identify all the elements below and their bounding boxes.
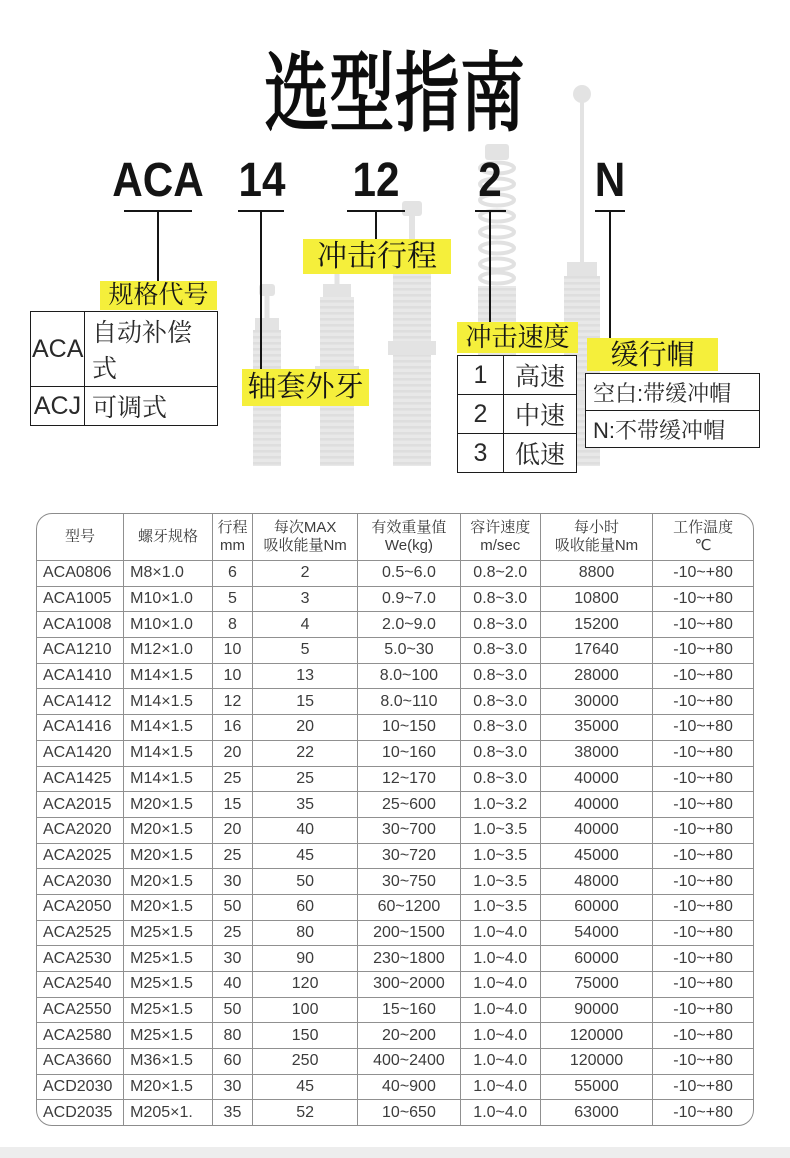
column-header-hourly-energy: 每小时 吸收能量Nm — [540, 514, 652, 561]
table-cell: 50 — [253, 869, 358, 895]
table-row — [37, 612, 753, 638]
table-cell: ACA1420 — [37, 740, 124, 766]
table-cell: 50 — [212, 997, 252, 1023]
table-cell: 10~150 — [358, 715, 460, 741]
label-impact-stroke: 冲击行程 — [303, 239, 451, 274]
connector-line — [375, 212, 377, 239]
table-cell: 0.8~3.0 — [460, 586, 540, 612]
table-cell: 63000 — [540, 1100, 652, 1125]
spec-code-legend-table — [30, 311, 218, 426]
table-row — [37, 663, 753, 689]
table-cell: 1.0~3.5 — [460, 869, 540, 895]
table-cell: 1.0~4.0 — [460, 1023, 540, 1049]
table-cell: ACA2540 — [37, 972, 124, 998]
table-cell: 0.8~3.0 — [460, 740, 540, 766]
table-cell: ACA2020 — [37, 817, 124, 843]
column-header-model: 型号 — [37, 514, 124, 561]
table-row — [37, 689, 753, 715]
table-row — [37, 715, 753, 741]
table-cell: M25×1.5 — [124, 946, 213, 972]
table-cell: M20×1.5 — [124, 792, 213, 818]
table-cell: M12×1.0 — [124, 638, 213, 664]
table-cell: 28000 — [540, 663, 652, 689]
table-cell: 16 — [212, 715, 252, 741]
table-cell: 30 — [212, 946, 252, 972]
table-row — [37, 1023, 753, 1049]
table-cell: 高速 — [504, 356, 577, 395]
table-cell: 40 — [253, 817, 358, 843]
table-cell: ACA3660 — [37, 1049, 124, 1075]
table-cell: 45 — [253, 843, 358, 869]
table-cell: 1.0~3.5 — [460, 817, 540, 843]
table-header-row — [37, 514, 753, 561]
code-segment-cap: N — [594, 154, 626, 207]
table-cell: 75000 — [540, 972, 652, 998]
label-sleeve-thread: 轴套外牙 — [242, 369, 369, 406]
table-cell: -10~+80 — [653, 1023, 753, 1049]
code-segment-speed: 2 — [478, 154, 502, 207]
table-cell: 1.0~4.0 — [460, 1049, 540, 1075]
table-cell: 4 — [253, 612, 358, 638]
table-cell: M14×1.5 — [124, 663, 213, 689]
table-cell: 8 — [212, 612, 252, 638]
table-cell: M25×1.5 — [124, 920, 213, 946]
table-cell: M20×1.5 — [124, 894, 213, 920]
table-cell: 22 — [253, 740, 358, 766]
table-cell: 0.8~3.0 — [460, 715, 540, 741]
spec-table-body — [37, 561, 753, 1126]
table-cell: 5 — [212, 586, 252, 612]
table-cell: -10~+80 — [653, 689, 753, 715]
table-cell: 45000 — [540, 843, 652, 869]
table-cell: 1.0~4.0 — [460, 972, 540, 998]
table-cell: ACA2050 — [37, 894, 124, 920]
table-cell: N:不带缓冲帽 — [586, 411, 760, 448]
table-cell: 10~160 — [358, 740, 460, 766]
table-row — [37, 740, 753, 766]
table-cell: 15 — [253, 689, 358, 715]
table-cell: 20 — [253, 715, 358, 741]
table-cell: M14×1.5 — [124, 740, 213, 766]
table-cell: ACJ — [31, 387, 85, 426]
table-cell: 自动补偿式 — [85, 312, 218, 387]
table-cell: -10~+80 — [653, 972, 753, 998]
table-cell: -10~+80 — [653, 843, 753, 869]
table-cell: 20~200 — [358, 1023, 460, 1049]
table-cell: 90000 — [540, 997, 652, 1023]
table-cell: 1.0~3.5 — [460, 894, 540, 920]
code-segment-stroke: 12 — [352, 154, 400, 207]
table-cell: -10~+80 — [653, 869, 753, 895]
table-cell: 30~750 — [358, 869, 460, 895]
spec-table-container — [36, 513, 754, 1126]
table-cell: ACA1005 — [37, 586, 124, 612]
table-cell: 12 — [212, 689, 252, 715]
table-cell: -10~+80 — [653, 1100, 753, 1125]
table-cell: 1.0~4.0 — [460, 997, 540, 1023]
table-cell: 25~600 — [358, 792, 460, 818]
column-header-effective-weight: 有效重量值 We(kg) — [358, 514, 460, 561]
table-cell: 12~170 — [358, 766, 460, 792]
table-cell: 230~1800 — [358, 946, 460, 972]
table-cell: 40~900 — [358, 1074, 460, 1100]
table-cell: 8800 — [540, 561, 652, 587]
table-cell: 0.8~3.0 — [460, 766, 540, 792]
label-spec-code: 规格代号 — [100, 281, 217, 310]
table-cell: 中速 — [504, 395, 577, 434]
table-cell: 52 — [253, 1100, 358, 1125]
table-cell: -10~+80 — [653, 586, 753, 612]
table-cell: 200~1500 — [358, 920, 460, 946]
table-cell: ACA1210 — [37, 638, 124, 664]
connector-line — [157, 212, 159, 282]
table-row — [37, 817, 753, 843]
table-cell: 60 — [253, 894, 358, 920]
table-cell: 1 — [458, 356, 504, 395]
table-cell: 54000 — [540, 920, 652, 946]
table-cell: 1.0~4.0 — [460, 1074, 540, 1100]
table-cell: M20×1.5 — [124, 817, 213, 843]
table-cell: 0.8~3.0 — [460, 638, 540, 664]
table-row — [37, 869, 753, 895]
table-cell: ACD2035 — [37, 1100, 124, 1125]
table-cell: 可调式 — [85, 387, 218, 426]
table-cell: M14×1.5 — [124, 766, 213, 792]
table-cell: 1.0~3.5 — [460, 843, 540, 869]
table-cell: 80 — [212, 1023, 252, 1049]
table-cell: 2.0~9.0 — [358, 612, 460, 638]
table-cell: ACA2015 — [37, 792, 124, 818]
table-cell: 25 — [253, 766, 358, 792]
table-cell: 0.8~3.0 — [460, 612, 540, 638]
table-cell: -10~+80 — [653, 612, 753, 638]
table-row — [458, 356, 577, 395]
table-cell: 1.0~4.0 — [460, 946, 540, 972]
table-cell: 3 — [458, 434, 504, 473]
page-title: 选型指南 — [264, 46, 526, 142]
table-cell: M10×1.0 — [124, 612, 213, 638]
table-row — [586, 374, 760, 411]
table-cell: -10~+80 — [653, 561, 753, 587]
table-cell: -10~+80 — [653, 920, 753, 946]
table-cell: -10~+80 — [653, 997, 753, 1023]
table-cell: 8.0~100 — [358, 663, 460, 689]
column-header-thread: 螺牙规格 — [124, 514, 213, 561]
impact-speed-legend-table — [457, 355, 577, 473]
table-row — [37, 1100, 753, 1125]
table-cell: M25×1.5 — [124, 972, 213, 998]
connector-line — [609, 212, 611, 339]
table-cell: 空白:带缓冲帽 — [586, 374, 760, 411]
table-cell: ACA1410 — [37, 663, 124, 689]
table-cell: 0.8~3.0 — [460, 689, 540, 715]
table-cell: M36×1.5 — [124, 1049, 213, 1075]
table-row — [458, 395, 577, 434]
table-cell: 15 — [212, 792, 252, 818]
table-cell: 30~700 — [358, 817, 460, 843]
table-cell: 3 — [253, 586, 358, 612]
table-cell: ACA0806 — [37, 561, 124, 587]
table-cell: 45 — [253, 1074, 358, 1100]
table-cell: 30000 — [540, 689, 652, 715]
table-cell: 20 — [212, 817, 252, 843]
table-cell: 35 — [212, 1100, 252, 1125]
table-cell: -10~+80 — [653, 663, 753, 689]
table-cell: 8.0~110 — [358, 689, 460, 715]
column-header-temperature: 工作温度 ℃ — [653, 514, 753, 561]
table-row — [37, 1049, 753, 1075]
label-buffer-cap: 缓行帽 — [587, 338, 718, 371]
table-cell: ACA2525 — [37, 920, 124, 946]
table-cell: 60 — [212, 1049, 252, 1075]
table-cell: 50 — [212, 894, 252, 920]
table-cell: -10~+80 — [653, 946, 753, 972]
table-cell: 0.8~2.0 — [460, 561, 540, 587]
table-cell: ACA2030 — [37, 869, 124, 895]
table-cell: ACA1008 — [37, 612, 124, 638]
table-cell: 2 — [458, 395, 504, 434]
table-cell: 10 — [212, 663, 252, 689]
table-row — [37, 638, 753, 664]
table-cell: -10~+80 — [653, 766, 753, 792]
connector-line — [489, 212, 491, 323]
table-cell: 1.0~3.2 — [460, 792, 540, 818]
table-cell: 15200 — [540, 612, 652, 638]
table-cell: M20×1.5 — [124, 843, 213, 869]
table-cell: 40000 — [540, 766, 652, 792]
table-cell: ACA1412 — [37, 689, 124, 715]
table-cell: 13 — [253, 663, 358, 689]
code-segment-series: ACA — [112, 154, 204, 207]
table-cell: M14×1.5 — [124, 689, 213, 715]
table-cell: M20×1.5 — [124, 1074, 213, 1100]
connector-line — [260, 212, 262, 369]
table-cell: 300~2000 — [358, 972, 460, 998]
table-cell: 35 — [253, 792, 358, 818]
table-cell: 0.8~3.0 — [460, 663, 540, 689]
table-cell: 30 — [212, 1074, 252, 1100]
table-cell: 0.9~7.0 — [358, 586, 460, 612]
table-cell: M205×1. — [124, 1100, 213, 1125]
table-cell: -10~+80 — [653, 1049, 753, 1075]
table-cell: 低速 — [504, 434, 577, 473]
table-row — [37, 561, 753, 587]
table-cell: 25 — [212, 920, 252, 946]
table-cell: 15~160 — [358, 997, 460, 1023]
table-cell: M25×1.5 — [124, 1023, 213, 1049]
table-cell: 55000 — [540, 1074, 652, 1100]
table-cell: 25 — [212, 843, 252, 869]
table-cell: 250 — [253, 1049, 358, 1075]
table-cell: 80 — [253, 920, 358, 946]
table-cell: ACA2550 — [37, 997, 124, 1023]
table-cell: M25×1.5 — [124, 997, 213, 1023]
table-row — [37, 946, 753, 972]
buffer-cap-legend-table — [585, 373, 760, 448]
table-cell: 2 — [253, 561, 358, 587]
table-row — [37, 1074, 753, 1100]
table-cell: 48000 — [540, 869, 652, 895]
table-row — [37, 920, 753, 946]
table-cell: 120000 — [540, 1023, 652, 1049]
table-cell: -10~+80 — [653, 740, 753, 766]
table-row — [458, 434, 577, 473]
table-cell: 60000 — [540, 894, 652, 920]
table-cell: 10 — [212, 638, 252, 664]
table-row — [37, 792, 753, 818]
table-cell: 10800 — [540, 586, 652, 612]
table-row — [37, 843, 753, 869]
table-cell: -10~+80 — [653, 715, 753, 741]
table-cell: M20×1.5 — [124, 869, 213, 895]
table-cell: 100 — [253, 997, 358, 1023]
footer-strip — [0, 1147, 790, 1158]
table-cell: ACA2580 — [37, 1023, 124, 1049]
table-cell: 120000 — [540, 1049, 652, 1075]
table-cell: 40000 — [540, 817, 652, 843]
table-cell: 120 — [253, 972, 358, 998]
table-cell: ACA1425 — [37, 766, 124, 792]
table-cell: 5 — [253, 638, 358, 664]
table-row — [31, 312, 218, 387]
table-cell: 400~2400 — [358, 1049, 460, 1075]
table-cell: 20 — [212, 740, 252, 766]
table-row — [586, 411, 760, 448]
table-cell: M8×1.0 — [124, 561, 213, 587]
table-cell: -10~+80 — [653, 792, 753, 818]
table-row — [37, 766, 753, 792]
table-cell: ACA2530 — [37, 946, 124, 972]
table-row — [37, 997, 753, 1023]
table-cell: 0.5~6.0 — [358, 561, 460, 587]
table-cell: 35000 — [540, 715, 652, 741]
table-cell: 150 — [253, 1023, 358, 1049]
table-row — [37, 586, 753, 612]
table-cell: -10~+80 — [653, 817, 753, 843]
table-cell: M14×1.5 — [124, 715, 213, 741]
table-row — [31, 387, 218, 426]
table-cell: 40 — [212, 972, 252, 998]
table-cell: 25 — [212, 766, 252, 792]
table-cell: 1.0~4.0 — [460, 1100, 540, 1125]
table-cell: 30~720 — [358, 843, 460, 869]
table-cell: ACD2030 — [37, 1074, 124, 1100]
table-cell: 38000 — [540, 740, 652, 766]
table-cell: 90 — [253, 946, 358, 972]
table-cell: 1.0~4.0 — [460, 920, 540, 946]
table-cell: 10~650 — [358, 1100, 460, 1125]
table-cell: M10×1.0 — [124, 586, 213, 612]
column-header-allowed-speed: 容许速度 m/sec — [460, 514, 540, 561]
table-cell: -10~+80 — [653, 638, 753, 664]
spec-table — [37, 514, 753, 1125]
table-row — [37, 972, 753, 998]
table-cell: 6 — [212, 561, 252, 587]
table-cell: -10~+80 — [653, 894, 753, 920]
table-cell: ACA — [31, 312, 85, 387]
label-impact-speed: 冲击速度 — [457, 322, 578, 353]
table-cell: -10~+80 — [653, 1074, 753, 1100]
table-cell: ACA1416 — [37, 715, 124, 741]
column-header-max-energy: 每次MAX 吸收能量Nm — [253, 514, 358, 561]
table-cell: 17640 — [540, 638, 652, 664]
column-header-stroke: 行程 mm — [212, 514, 252, 561]
table-row — [37, 894, 753, 920]
table-cell: 30 — [212, 869, 252, 895]
table-cell: 60000 — [540, 946, 652, 972]
table-cell: 5.0~30 — [358, 638, 460, 664]
table-cell: 60~1200 — [358, 894, 460, 920]
table-cell: ACA2025 — [37, 843, 124, 869]
table-cell: 40000 — [540, 792, 652, 818]
code-segment-bore: 14 — [238, 154, 286, 207]
